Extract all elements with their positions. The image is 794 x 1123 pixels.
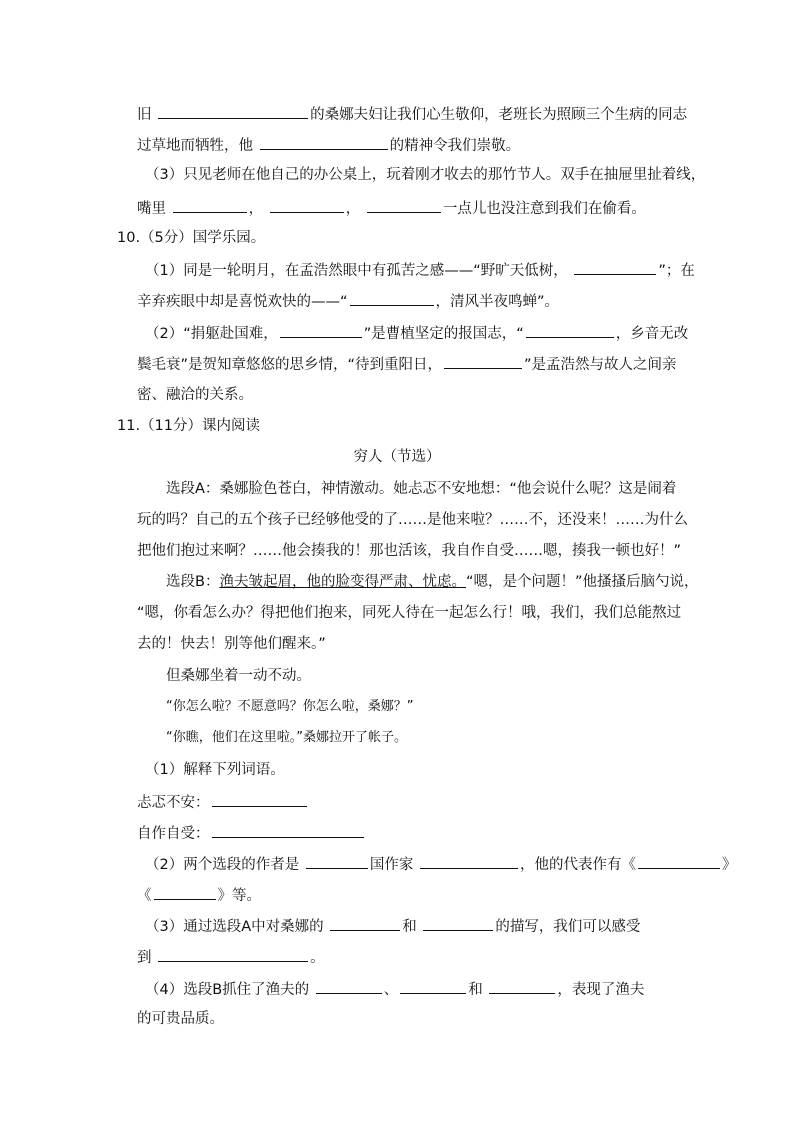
answer-blank[interactable] — [260, 134, 388, 150]
text: ，他的代表作有《 — [519, 857, 636, 873]
text: 和 — [402, 919, 417, 935]
sub-question-1: （1）解释下列词语。 — [145, 762, 285, 778]
answer-blank[interactable] — [173, 197, 247, 213]
sub-question-2-line-1 — [145, 853, 736, 875]
answer-blank[interactable] — [638, 853, 720, 869]
answer-blank[interactable] — [423, 915, 493, 931]
passage-title: 穷人（节选） — [353, 449, 441, 465]
q10-item-2-line-1 — [145, 322, 688, 344]
q11-heading: 11.（11分）课内阅读 — [117, 418, 261, 434]
q9-line-1 — [137, 103, 687, 125]
q10-item-2-line-3: 密、融洽的关系。 — [137, 387, 253, 403]
text: （1）同是一轮明月，在孟浩然眼中有孤苦之感——“野旷天低树， — [145, 263, 568, 279]
text: 选段B： — [166, 574, 220, 590]
text: 一点儿也没注意到我们在偷看。 — [442, 201, 646, 217]
underlined-sentence: 渔夫皱起眉，他的脸变得严肃、忧虑。 — [219, 574, 466, 590]
q9-line-2 — [137, 134, 520, 156]
text: 的描写，我们可以感受 — [495, 919, 641, 935]
text: ，表现了渔夫 — [557, 982, 645, 998]
passage-a-line-1: 选段A：桑娜脸色苍白，神情激动。她忐忑不安地想：“他会说什么呢？这是闹着 — [166, 481, 677, 497]
passage-b-line-2: “嗯，你看怎么办？得把他们抱来，同死人待在一起怎么行！哦，我们，我们总能熬过 — [137, 605, 682, 621]
text: 国作家 — [369, 857, 414, 873]
answer-blank[interactable] — [444, 353, 522, 369]
text: ， — [345, 201, 361, 217]
text: 鬓毛衰”是贺知章悠悠的思乡情，“待到重阳日， — [137, 357, 443, 373]
text: 忐忑不安： — [137, 795, 210, 811]
text: 的精神令我们崇敬。 — [389, 138, 521, 154]
text: 自作自受： — [137, 826, 210, 842]
text: ”是孟浩然与故人之间亲 — [524, 357, 677, 373]
q9-item-3: （3）只见老师在他自己的办公桌上，玩着刚才收去的那竹节人。双手在抽屉里扯着线， — [145, 167, 706, 183]
passage-a-line-3: 把他们抱过来啊？……他会揍我的！那也活该，我自作自受……嗯，揍我一顿也好！” — [137, 543, 682, 559]
answer-blank[interactable] — [158, 103, 308, 119]
text: 辛弃疾眼中却是喜悦欢快的——“ — [137, 294, 348, 310]
text: （4）选段B抓住了渔夫的 — [145, 982, 310, 998]
word-1 — [137, 791, 309, 813]
q10-item-1-line-1 — [145, 259, 695, 281]
word-2 — [137, 822, 366, 844]
text: 、 — [383, 982, 399, 998]
answer-blank[interactable] — [270, 197, 344, 213]
answer-blank[interactable] — [306, 853, 368, 869]
passage-c-line-2: “你怎么啦？不愿意吗？你怎么啦，桑娜？” — [166, 699, 414, 714]
sub-question-4-line-1 — [145, 978, 644, 1000]
text: 和 — [468, 982, 483, 998]
answer-blank[interactable] — [420, 853, 518, 869]
text: ，乡音无改 — [615, 326, 689, 342]
q10-heading: 10.（5分）国学乐园。 — [117, 230, 266, 246]
text: ， — [248, 201, 264, 217]
text: 》等。 — [217, 888, 261, 904]
text: ”；在 — [658, 263, 695, 279]
q9-line-4 — [137, 197, 646, 219]
q10-item-2-line-2 — [137, 353, 677, 375]
answer-blank[interactable] — [158, 946, 308, 962]
text: 到 — [137, 950, 152, 966]
passage-a-line-2: 玩的吗？自己的五个孩子已经够他受的了……是他来啦？……不，还没来！……为什么 — [137, 512, 688, 528]
text: “嗯，是个问题！”他搔搔后脑勺说， — [465, 574, 699, 590]
sub-question-4-line-2: 的可贵品质。 — [137, 1011, 224, 1027]
sub-question-3-line-1 — [145, 915, 640, 937]
answer-blank[interactable] — [154, 884, 216, 900]
text: 嘴里 — [137, 201, 166, 217]
text: （3）通过选段A中对桑娜的 — [145, 919, 324, 935]
answer-blank[interactable] — [330, 915, 400, 931]
answer-blank[interactable] — [212, 822, 364, 838]
answer-blank[interactable] — [574, 259, 656, 275]
answer-blank[interactable] — [489, 978, 555, 994]
text: 。 — [310, 950, 325, 966]
text: ”是曹植坚定的报国志，“ — [363, 326, 524, 342]
passage-b-line-1 — [166, 572, 698, 592]
q10-item-1-line-2 — [137, 290, 559, 312]
passage-c-line-3: “你瞧，他们在这里啦。”桑娜拉开了帐子。 — [166, 730, 407, 745]
text: 过草地而牺牲，他 — [137, 138, 253, 154]
answer-blank[interactable] — [526, 322, 614, 338]
answer-blank[interactable] — [367, 197, 441, 213]
text: 旧 — [137, 107, 152, 123]
answer-blank[interactable] — [212, 791, 307, 807]
passage-c-line-1: 但桑娜坐着一动不动。 — [166, 668, 311, 684]
answer-blank[interactable] — [350, 290, 434, 306]
text: ，清风半夜鸣蝉”。 — [435, 294, 560, 310]
answer-blank[interactable] — [316, 978, 382, 994]
sub-question-2-line-2 — [137, 884, 261, 906]
passage-b-line-3: 去的！快去！别等他们醒来。” — [137, 636, 326, 652]
text: （2）“捐躯赴国难， — [145, 326, 278, 342]
text: 》 — [721, 857, 737, 873]
sub-question-3-line-2 — [137, 946, 325, 968]
text: 的桑娜夫妇让我们心生敬仰，老班长为照顾三个生病的同志 — [310, 107, 688, 123]
text: （2）两个选段的作者是 — [145, 857, 300, 873]
text: 《 — [137, 888, 152, 904]
answer-blank[interactable] — [280, 322, 362, 338]
answer-blank[interactable] — [400, 978, 466, 994]
